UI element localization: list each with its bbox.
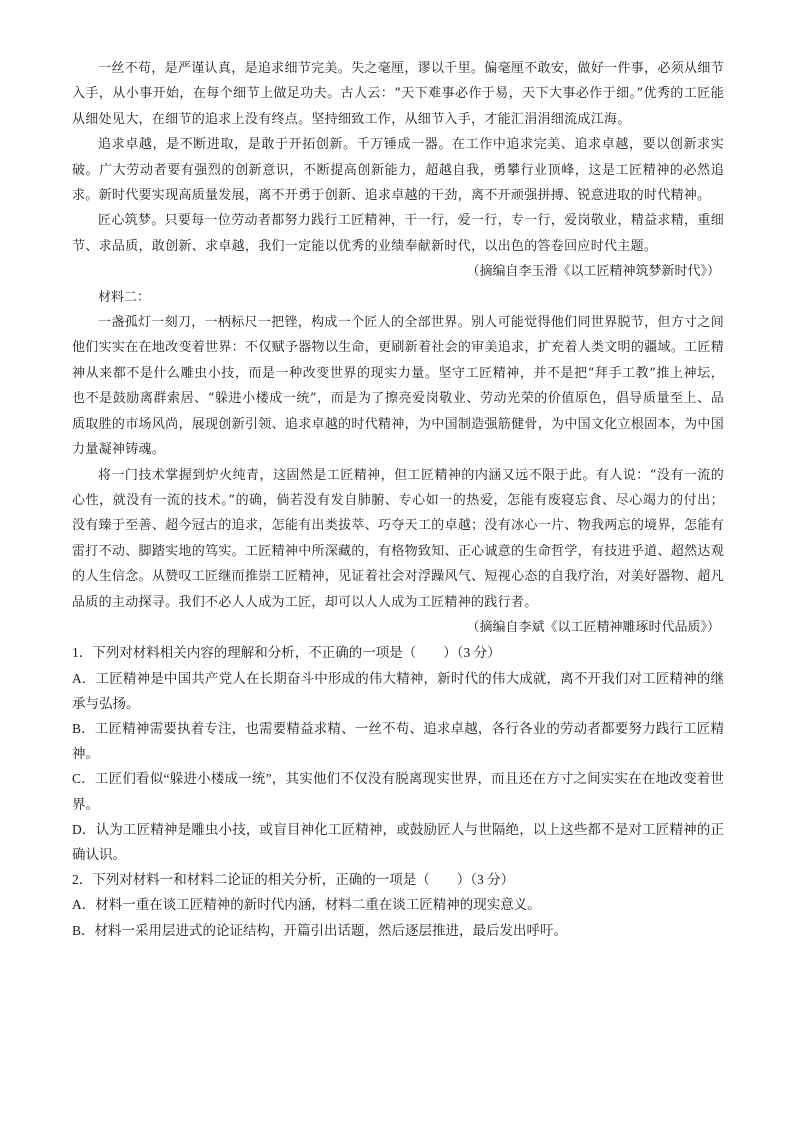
question-2-stem: 2．下列对材料一和材料二论证的相关分析，正确的一项是（ ）（3 分） [72, 872, 515, 888]
question-1-option-c: C．工匠们看似“躲进小楼成一统”，其实他们不仅没有脱离现实世界，而且还在方寸之间实实在在地改变着世界。 [72, 771, 724, 812]
question-1-option-b: B．工匠精神需要执着专注，也需要精益求精、一丝不苟、追求卓越，各行各业的劳动者都要努力践行工匠精神。 [72, 720, 724, 762]
material-one-paragraph-3: 匠心筑梦。只要每一位劳动者都努力践行工匠精神，干一行，爱一行，专一行，爱岗敬业，精益求精，重细节、求品质，敢创新、求卓越，我们一定能以优秀的业绩奉献新时代，以出色的答卷回应时代主题。 [72, 213, 724, 254]
question-2-option-b: B．材料一采用层进式的论证结构，开篇引出话题，然后逐层推进，最后发出呼吁。 [72, 922, 568, 938]
question-1-option-a: A．工匠精神是中国共产党人在长期奋斗中形成的伟大精神，新时代的伟大成就，离不开我们对工匠精神的继承与弘扬。 [72, 670, 724, 711]
material-two-heading: 材料二： [98, 289, 151, 305]
material-one-paragraph-2: 追求卓越，是不断进取，是敢于开拓创新。千万锤成一器。在工作中追求完美、追求卓越，要以创新求实破。广大劳动者要有强烈的创新意识，不断提高创新能力，超越自我，勇攀行业顶峰，这是工匠精神的必然追求。新时代要实现高质量发展，离不开勇于创新、追求卓越的干劲，离不开顽强拼搏、锐意进取的时代精神。 [72, 137, 724, 204]
exam-page [72, 56, 724, 943]
material-one-source: （摘编自李玉滑《以工匠精神筑梦新时代》） [466, 264, 720, 280]
question-1-option-d: D．认为工匠精神是雕虫小技，或盲目神化工匠精神，或鼓励匠人与世隔绝，以上这些都不是对工匠精神的正确认识。 [72, 821, 724, 862]
material-two-source: （摘编自李斌《以工匠精神雕琢时代品质》） [466, 619, 720, 635]
material-two-paragraph-1: 一盏孤灯一刻刀，一柄标尺一把锉，构成一个匠人的全部世界。别人可能觉得他们同世界脱节，但方寸之间他们实实在在地改变着世界：不仅赋予器物以生命，更刷新着社会的审美追求，扩充着人类文明的疆域。工匠精神从来都不是什么雕虫小技，而是一种改变世界的现实力量。坚守工匠精神，并不是把“拜手工教”推上神坛，也不是鼓励离群索居、“躲进小楼成一统”，而是为了擦亮爱岗敬业、劳动光荣的价值原色，倡导质量至上、品质取胜的市场风尚，展现创新引领、追求卓越的时代精神，为中国制造强筋健骨，为中国文化立根固本，为中国力量凝神铸魂。 [72, 315, 724, 458]
question-2-option-a: A．材料一重在谈工匠精神的新时代内涵，材料二重在谈工匠精神的现实意义。 [72, 897, 541, 913]
material-one-paragraph-1: 一丝不苟，是严谨认真，是追求细节完美。失之毫厘，谬以千里。偏毫厘不敢安，做好一件事，必须从细节入手，从小事开始，在每个细节上做足功夫。古人云：“天下难事必作于易，天下大事必作于细。”优秀的工匠能从细处见大，在细节的追求上没有终点。坚持细致工作，从细节入手，才能汇涓涓细流成江海。 [72, 61, 724, 127]
material-two-paragraph-2: 将一门技术掌握到炉火纯青，这固然是工匠精神，但工匠精神的内涵又远不限于此。有人说：“没有一流的心性，就没有一流的技术。”的确，倘若没有发自肺腑、专心如一的热爱，怎能有废寝忘食、尽心竭力的付出；没有臻于至善、超今冠古的追求，怎能有出类拔萃、巧夺天工的卓越；没有冰心一片、物我两忘的境界，怎能有雷打不动、脚踏实地的笃实。工匠精神中所深藏的，有格物致知、正心诚意的生命哲学，有技进乎道、超然达观的人生信念。从赞叹工匠继而推崇工匠精神，见证着社会对浮躁风气、短视心态的自我疗治，对美好器物、超凡品质的主动探寻。我们不必人人成为工匠，却可以人人成为工匠精神的践行者。 [72, 467, 724, 610]
question-1-stem: 1．下列对材料相关内容的理解和分析，不正确的一项是（ ）（3 分） [72, 645, 501, 661]
